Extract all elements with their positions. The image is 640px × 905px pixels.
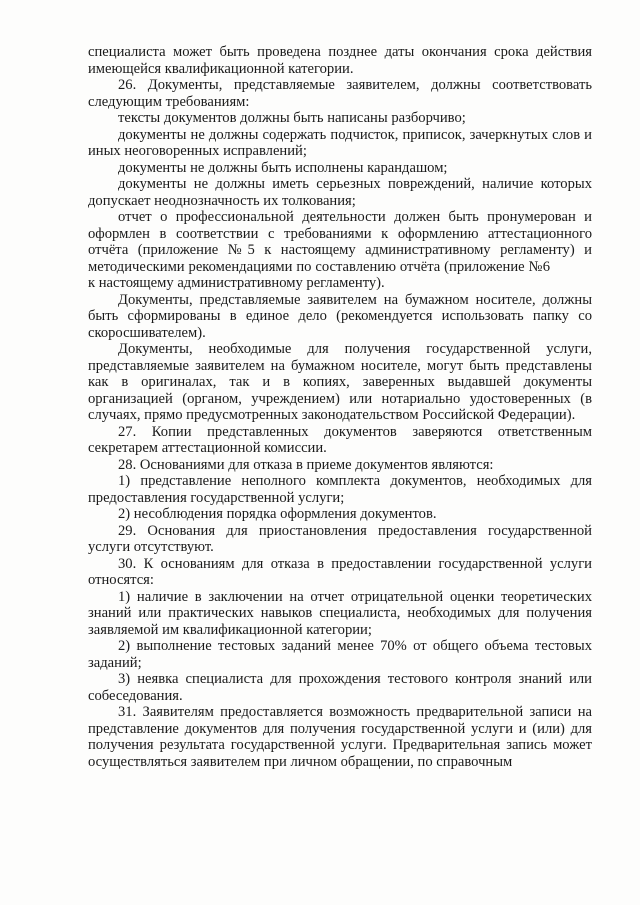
paragraph-item-28-1: 1) представление неполного комплекта документов, необходимых для предоставления государственной услуги; [88, 473, 592, 506]
paragraph-requirement-legible: тексты документов должны быть написаны разборчиво; [118, 110, 466, 126]
paragraph-requirement-no-erasures: документы не должны содержать подчисток, приписок, зачеркнутых слов и иных неоговоренных исправлений; [88, 126, 592, 159]
paragraph-item-26: 26. Документы, представляемые заявителем, должны соответствовать следующим требованиям: [88, 77, 592, 110]
paragraph-requirement-report [88, 209, 592, 292]
paragraph-item-30-3: 3) неявка специалиста для прохождения тестового контроля знаний или собеседования. [88, 671, 592, 704]
paragraph-report-tail: к настоящему административному регламенту). [88, 275, 385, 291]
paragraph-requirement-no-pencil: документы не должны быть исполнены карандашом; [118, 159, 448, 176]
paragraph-item-30: 30. К основаниям для отказа в предоставлении государственной услуги относятся: [88, 555, 592, 588]
paragraph-report-text: отчет о профессиональной деятельности должен быть пронумерован и оформлен в соответствии с требованиями к оформлению аттестационного отчёта (приложение №5 к настоящему административному регламенту) и методическими рекомендациями по составлению отчёта (приложение №6 [88, 209, 592, 275]
paragraph-item-29: 29. Основания для приостановления предоставления государственной услуги отсутствуют. [88, 522, 592, 555]
document-body [88, 44, 592, 770]
paragraph-continuation: специалиста может быть проведена позднее даты окончания срока действия имеющейся квалификационной категории. [88, 44, 592, 77]
paragraph-item-31: 31. Заявителям предоставляется возможность предварительной записи на представление документов для получения государственной услуги и (или) для получения результата государственной услуги. Предварительная запись может осуществляться заявителем при личном обращении, по справочным [88, 704, 592, 770]
paragraph-item-28: 28. Основаниями для отказа в приеме документов являются: [118, 456, 494, 473]
paragraph-item-30-2: 2) выполнение тестовых заданий менее 70% от общего объема тестовых заданий; [88, 638, 592, 671]
paragraph-item-30-1: 1) наличие в заключении на отчет отрицательной оценки теоретических знаний или практических навыков специалиста, необходимых для получения заявляемой им квалификационной категории; [88, 588, 592, 638]
paragraph-item-28-2: 2) несоблюдения порядка оформления документов. [118, 506, 437, 522]
paragraph-originals-copies: Документы, необходимые для получения государственной услуги, представляемые заявителем на бумажном носителе, могут быть представлены как в оригиналах, так и в копиях, заверенных выдавшей документы организацией (органом, учреждением) или нотариально удостоверенных (в случаях, прямо предусмотренных законодательством Российской Федерации). [88, 341, 592, 423]
paragraph-requirement-no-damage: документы не должны иметь серьезных повреждений, наличие которых допускает неоднозначность их толкования; [88, 176, 592, 209]
paragraph-item-27: 27. Копии представленных документов заверяются ответственным секретарем аттестационной комиссии. [88, 423, 592, 456]
paragraph-paper-documents: Документы, представляемые заявителем на бумажном носителе, должны быть сформированы в единое дело (рекомендуется использовать папку со скоросшивателем). [88, 291, 592, 341]
